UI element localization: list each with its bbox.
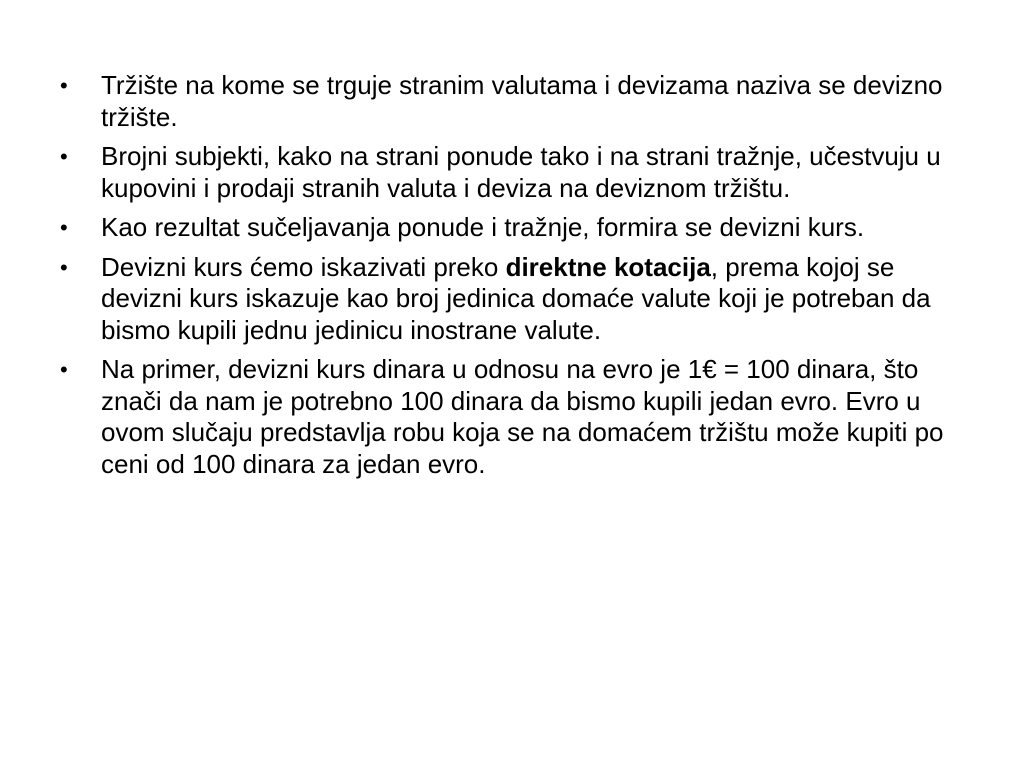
bullet-item-1 bbox=[60, 70, 970, 133]
bullet-text: Kao rezultat sučeljavanja ponude i tražnje, formira se devizni kurs. bbox=[101, 212, 865, 242]
bullet-text-bold: direktne kotacija bbox=[505, 251, 711, 282]
bullet-item-4 bbox=[60, 252, 970, 347]
bullet-text-after: , prema kojoj se devizni kurs iskazuje kao broj jedinica domaće valute koji je potreban da bismo kupili jednu jedinicu inostrane valute. bbox=[101, 251, 931, 345]
bullet-icon: • bbox=[60, 144, 68, 169]
bullet-item-3 bbox=[60, 212, 970, 244]
bullet-item-2 bbox=[60, 141, 970, 204]
bullet-text: Tržište na kome se trguje stranim valutama i devizama naziva se devizno tržište. bbox=[101, 70, 943, 132]
bullet-icon: • bbox=[60, 254, 68, 280]
bullet-text-before: Devizni kurs ćemo iskazivati preko bbox=[101, 251, 506, 282]
bullet-icon: • bbox=[60, 357, 68, 382]
bullet-text: Na primer, devizni kurs dinara u odnosu na evro je 1€ = 100 dinara, što znači da nam je potrebno 100 dinara da bismo kupili jedan evro. Evro u ovom slučaju predstavlja robu koja se na domaćem tržištu može kupiti po ceni od 100 dinara za jedan evro. bbox=[101, 354, 944, 479]
bullet-item-5 bbox=[60, 354, 970, 480]
bullet-text: Brojni subjekti, kako na strani ponude tako i na strani tražnje, učestvuju u kupovini i prodaji stranih valuta i deviza na deviznom tržištu. bbox=[101, 141, 941, 203]
bullet-icon: • bbox=[60, 73, 68, 98]
bullet-icon: • bbox=[60, 215, 68, 240]
bullet-list bbox=[60, 70, 970, 488]
